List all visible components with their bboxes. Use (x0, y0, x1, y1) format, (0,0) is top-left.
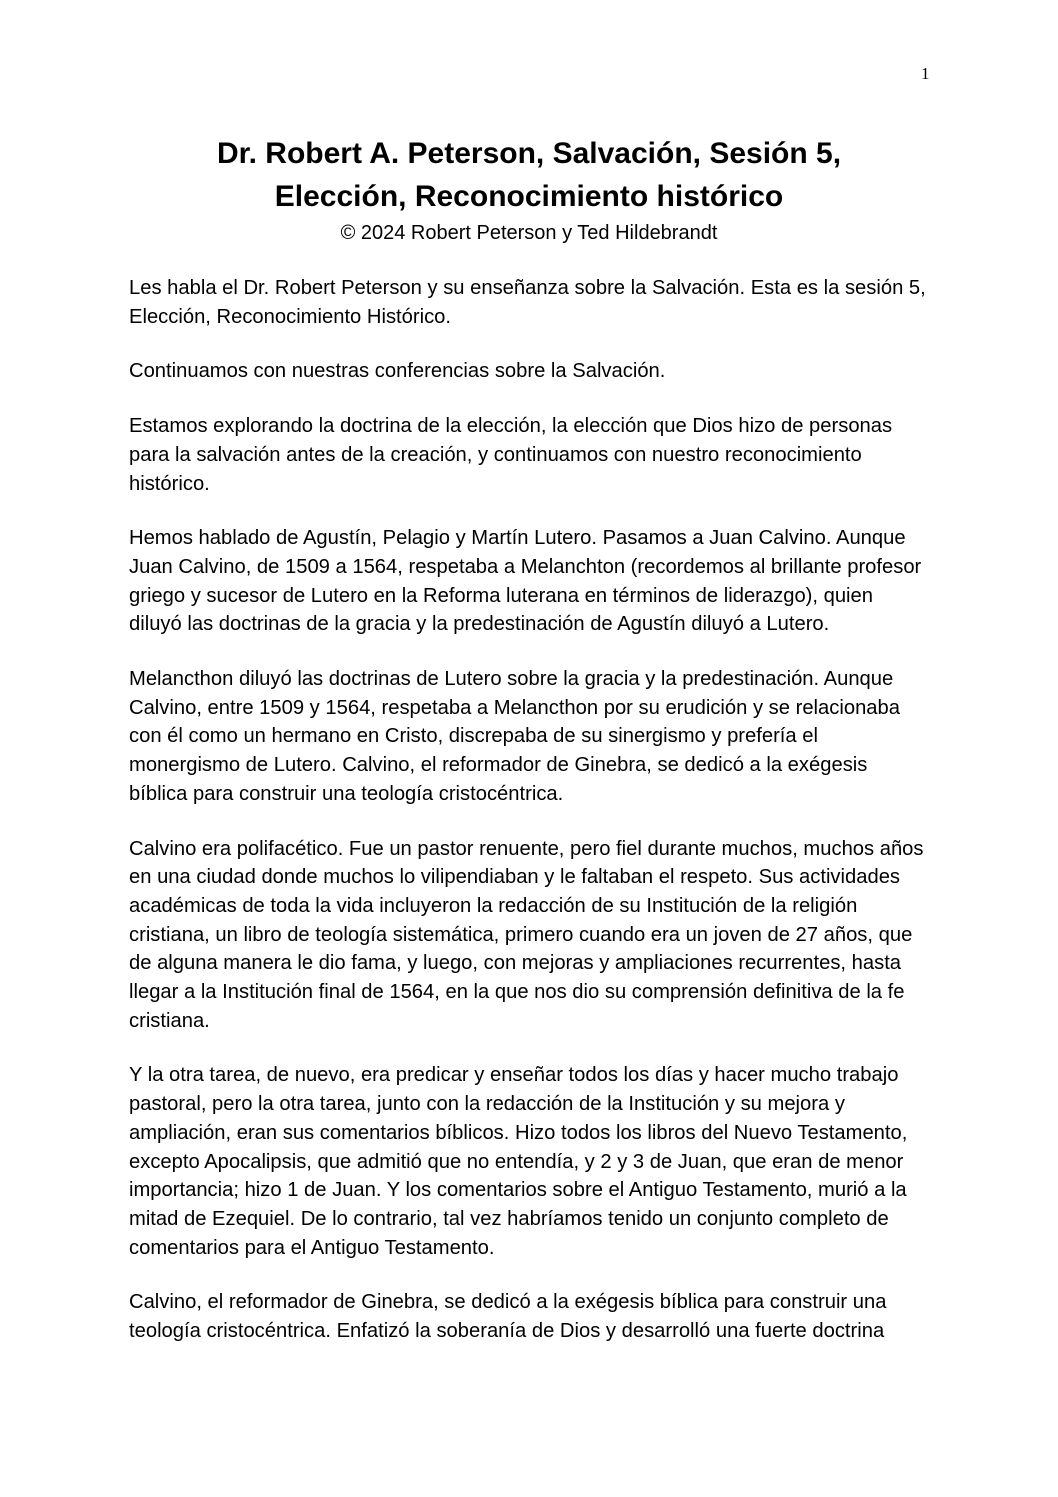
paragraph: Melancthon diluyó las doctrinas de Lutero sobre la gracia y la predestinación. Aunque Calvino, entre 1509 y 1564, respetaba a Melancthon por su erudición y se relacionaba con él como un hermano en Cristo, discrepaba de su sinergismo y prefería el monergismo de Lutero. Calvino, el reformador de Ginebra, se dedicó a la exégesis bíblica para construir una teología cristocéntrica. (129, 668, 900, 805)
paragraph: Les habla el Dr. Robert Peterson y su enseñanza sobre la Salvación. Esta es la sesión 5, Elección, Reconocimiento Histórico. (129, 277, 926, 328)
title-line-1: Dr. Robert A. Peterson, Salvación, Sesión 5, (216, 137, 842, 170)
paragraph: Y la otra tarea, de nuevo, era predicar y enseñar todos los días y hacer mucho trabajo pastoral, pero la otra tarea, junto con la redacción de la Institución y su mejora y ampliación, eran sus comentarios bíblicos. Hizo todos los libros del Nuevo Testamento, excepto Apocalipsis, que admitió que no entendía, y 2 y 3 de Juan, que eran de menor importancia; hizo 1 de Juan. Y los comentarios sobre el Antiguo Testamento, murió a la mitad de Ezequiel. De lo contrario, tal vez habríamos tenido un conjunto completo de comentarios para el Antiguo Testamento. (129, 1064, 908, 1259)
document-title (120, 132, 938, 218)
title-line-2: Elección, Reconocimiento histórico (274, 180, 784, 213)
paragraph: Continuamos con nuestras conferencias sobre la Salvación. (129, 360, 666, 383)
title-block (120, 132, 938, 248)
copyright-line: © 2024 Robert Peterson y Ted Hildebrandt (340, 222, 718, 244)
body-text (129, 274, 929, 1372)
page-number: 1 (921, 64, 930, 83)
paragraph: Calvino, el reformador de Ginebra, se dedicó a la exégesis bíblica para construir una teología cristocéntrica. Enfatizó la soberanía de Dios y desarrolló una fuerte doctrina (129, 1291, 887, 1343)
paragraph: Hemos hablado de Agustín, Pelagio y Martín Lutero. Pasamos a Juan Calvino. Aunque Juan Calvino, de 1509 a 1564, respetaba a Melanchton (recordemos al brillante profesor griego y sucesor de Lutero en la Reforma luterana en términos de liderazgo), quien diluyó las doctrinas de la gracia y la predestinación de Agustín diluyó a Lutero. (129, 527, 922, 636)
paragraph: Calvino era polifacético. Fue un pastor renuente, pero fiel durante muchos, muchos años en una ciudad donde muchos lo vilipendiaban y le faltaban el respeto. Sus actividades académicas de toda la vida incluyeron la redacción de su Institución de la religión cristiana, un libro de teología sistemática, primero cuando era un joven de 27 años, que de alguna manera le dio fama, y luego, con mejoras y ampliaciones recurrentes, hasta llegar a la Institución final de 1564, en la que nos dio su comprensión definitiva de la fe cristiana. (129, 837, 924, 1032)
paragraph: Estamos explorando la doctrina de la elección, la elección que Dios hizo de personas para la salvación antes de la creación, y continuamos con nuestro reconocimiento histórico. (129, 415, 893, 495)
